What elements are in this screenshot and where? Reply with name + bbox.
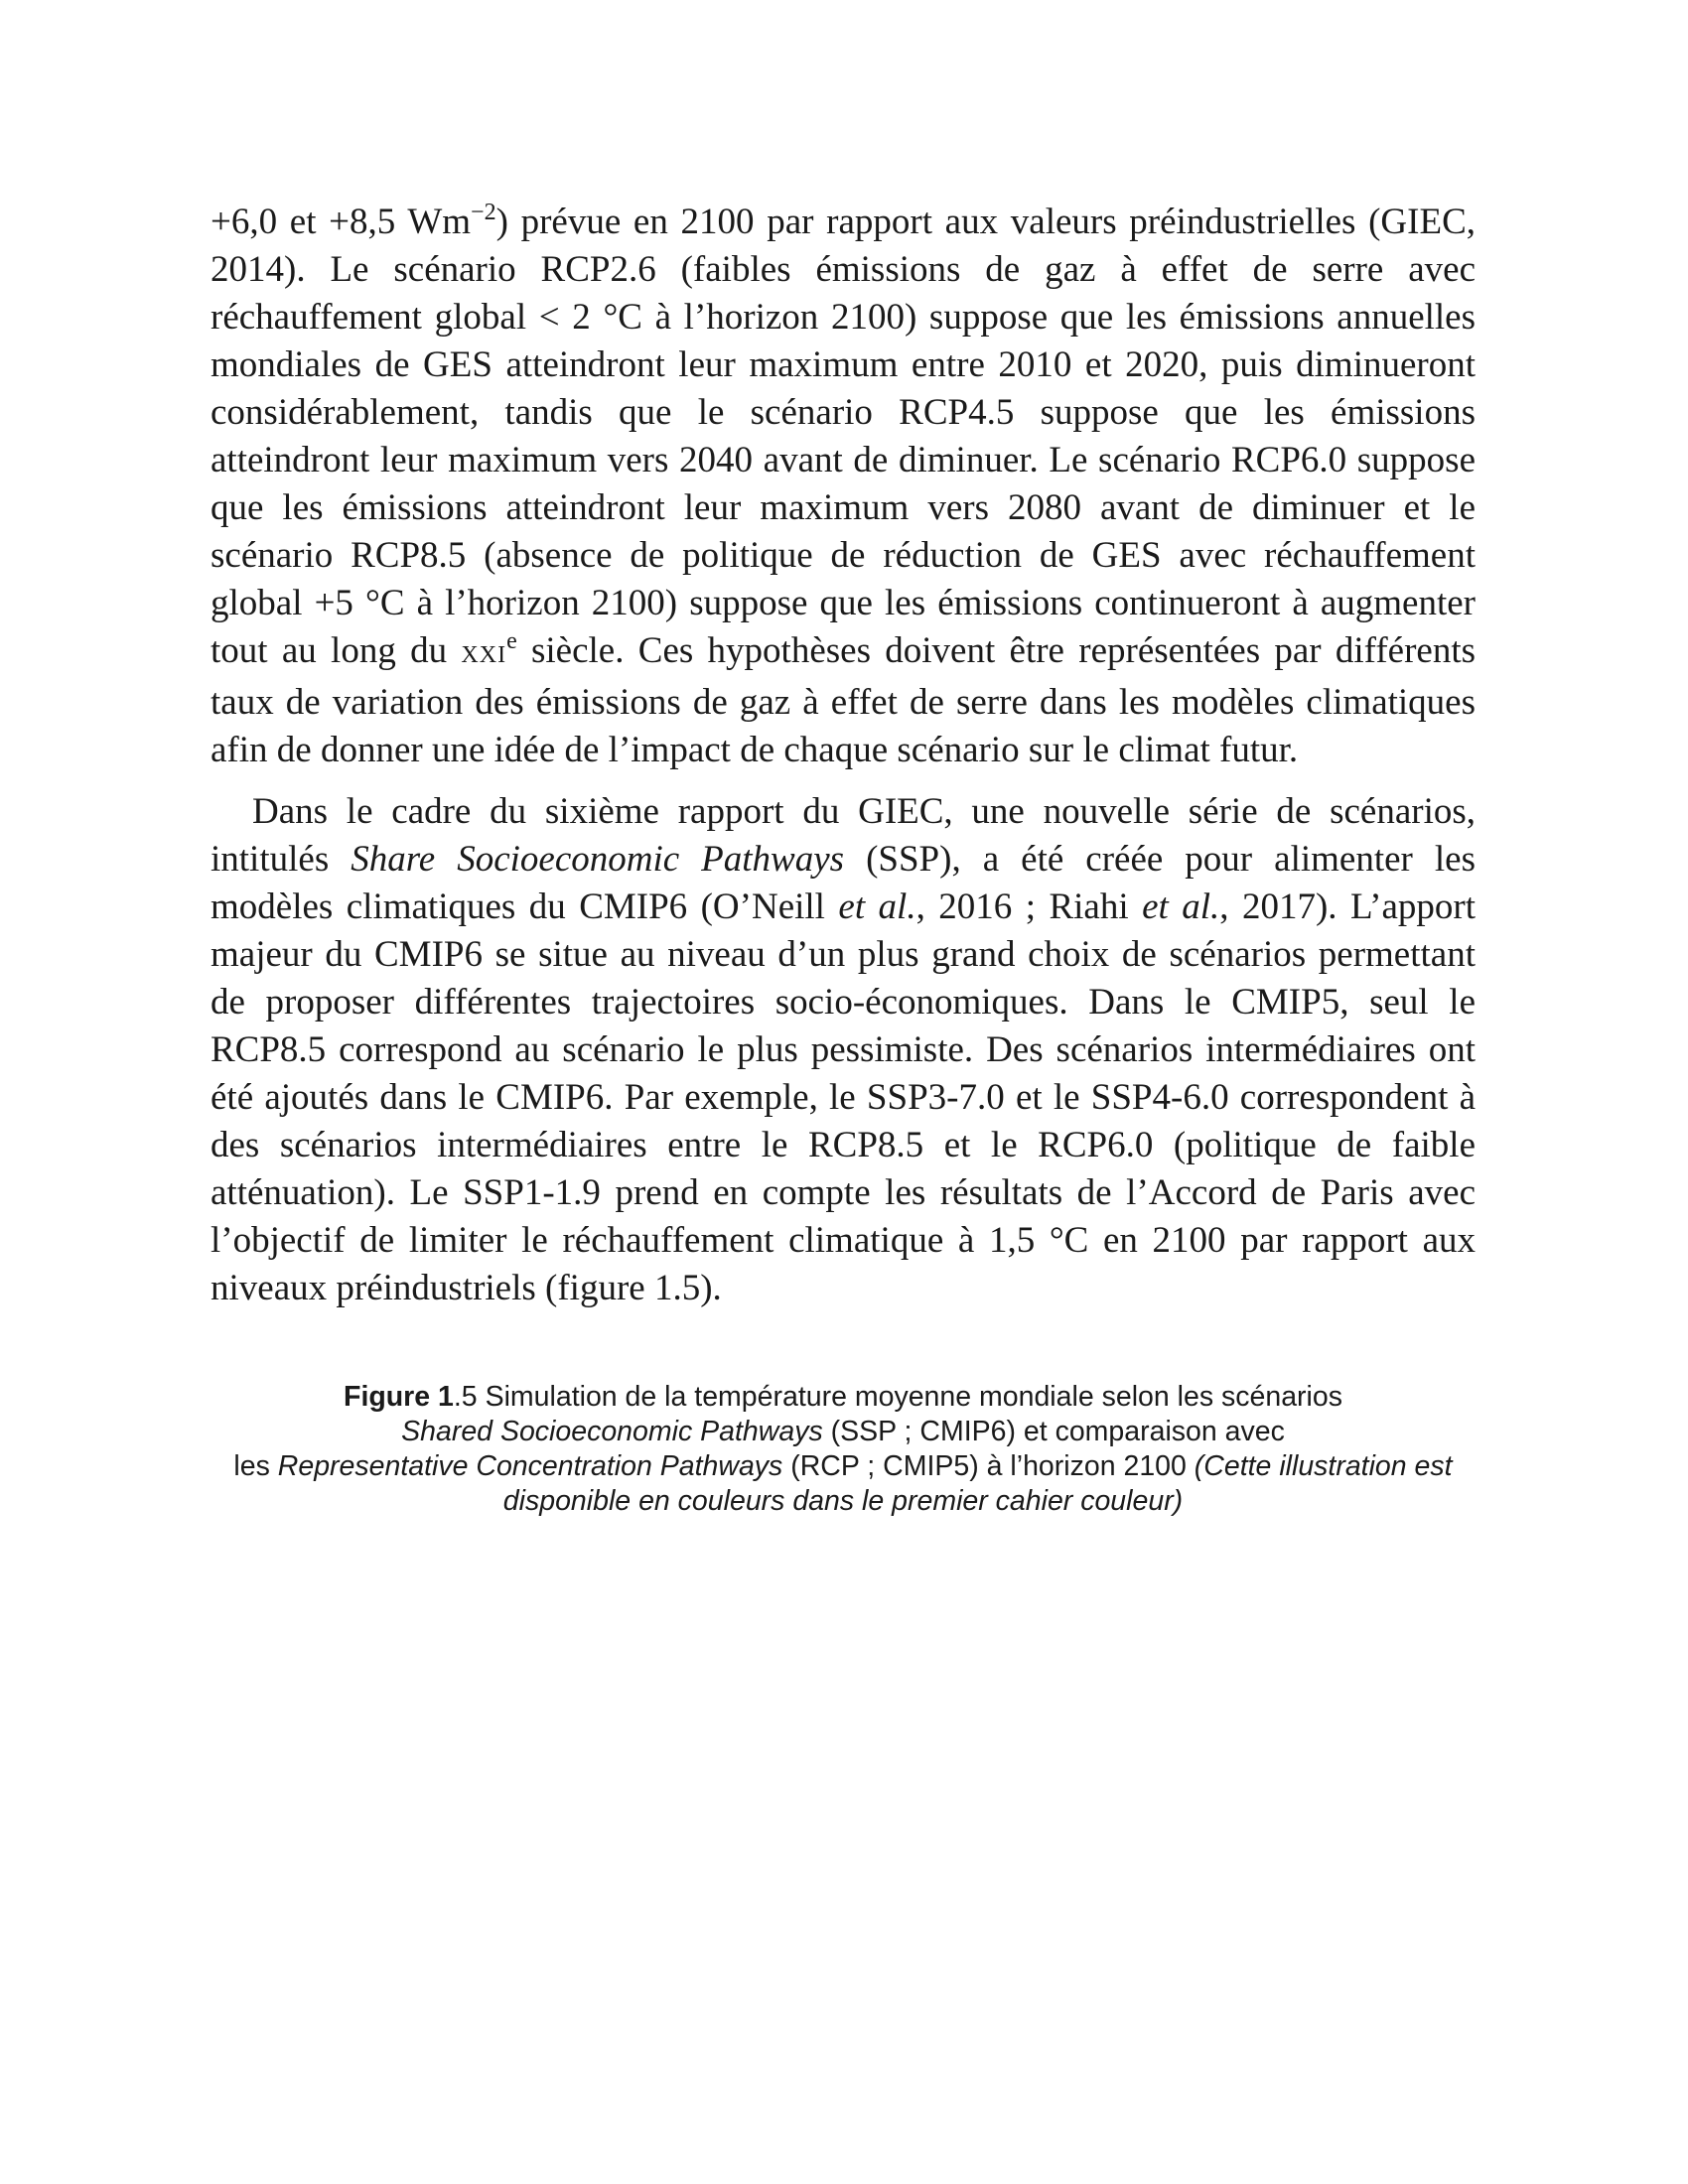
text-run: , 2016 ; Riahi	[915, 887, 1143, 927]
text-run: Dans le cadre du sixième rapport du GIEC, une nouvelle série de scénarios, intitulés	[211, 791, 1476, 880]
superscript-ordinal: e	[506, 628, 517, 654]
body-paragraph-ssp-scenarios	[211, 788, 1476, 1312]
caption-line	[211, 1449, 1476, 1519]
italic-citation: et al.	[838, 887, 916, 927]
text-run: siècle. Ces hypothèses doivent être représentées par différents taux de variation des émissions de gaz à effet de serre dans les modèles climatiques afin de donner une idée de l’impact de chaque scénario sur le climat futur.	[211, 630, 1476, 770]
caption-line	[211, 1415, 1476, 1449]
superscript-exponent: −2	[471, 200, 496, 225]
italic-term: Share Socioeconomic Pathways	[351, 839, 845, 880]
text-run: ) prévue en 2100 par rapport aux valeurs préindustrielles (GIEC, 2014). Le scénario RCP2.6 (faibles émissions de gaz à effet de serre avec réchauffement global < 2 °C à l’horizon 2100) suppose que les émissions annuelles mondiales de GES atteindront leur maximum entre 2010 et 2020, puis diminueront considérablement, tandis que le scénario RCP4.5 suppose que les émissions atteindront leur maximum vers 2040 avant de diminuer. Le scénario RCP6.0 suppose que les émissions atteindront leur maximum vers 2080 avant de diminuer et le scénario RCP8.5 (absence de politique de réduction de GES avec réchauffement global +5 °C à l’horizon 2100) suppose que les émissions continueront à augmenter tout au long du	[211, 202, 1476, 671]
figure-caption	[211, 1380, 1476, 1519]
caption-italic-note: (Cette illustration est disponible en couleurs dans le premier cahier couleur)	[502, 1450, 1453, 1517]
text-run: +6,0 et +8,5 Wm	[211, 202, 472, 242]
text-run: (SSP), a été créée pour alimenter les modèles climatiques du CMIP6 (O’Neill	[211, 839, 1476, 927]
body-paragraph-rcp-scenarios	[211, 199, 1476, 774]
italic-citation: et al.	[1142, 887, 1220, 927]
figure-label: Figure 1	[344, 1381, 454, 1413]
caption-text: (RCP ; CMIP5) à l’horizon 2100	[782, 1450, 1195, 1482]
document-page	[211, 199, 1476, 1519]
caption-text: .5 Simulation de la température moyenne mondiale selon les scénarios	[453, 1381, 1342, 1413]
caption-italic-term: Representative Concentration Pathways	[277, 1450, 783, 1482]
caption-italic-term: Shared Socioeconomic Pathways	[401, 1416, 823, 1447]
caption-line	[211, 1380, 1476, 1415]
century-small-caps: XXI	[461, 642, 507, 668]
caption-text: les	[233, 1450, 278, 1482]
caption-text: (SSP ; CMIP6) et comparaison avec	[822, 1416, 1285, 1447]
text-run: , 2017). L’apport majeur du CMIP6 se situe au niveau d’un plus grand choix de scénarios permettant de proposer différentes trajectoires socio-économiques. Dans le CMIP5, seul le RCP8.5 correspond au scénario le plus pessimiste. Des scénarios intermédiaires ont été ajoutés dans le CMIP6. Par exemple, le SSP3-7.0 et le SSP4-6.0 correspondent à des scénarios intermédiaires entre le RCP8.5 et le RCP6.0 (politique de faible atténuation). Le SSP1-1.9 prend en compte les résultats de l’Accord de Paris avec l’objectif de limiter le réchauffement climatique à 1,5 °C en 2100 par rapport aux niveaux préindustriels (figure 1.5).	[211, 887, 1477, 1308]
